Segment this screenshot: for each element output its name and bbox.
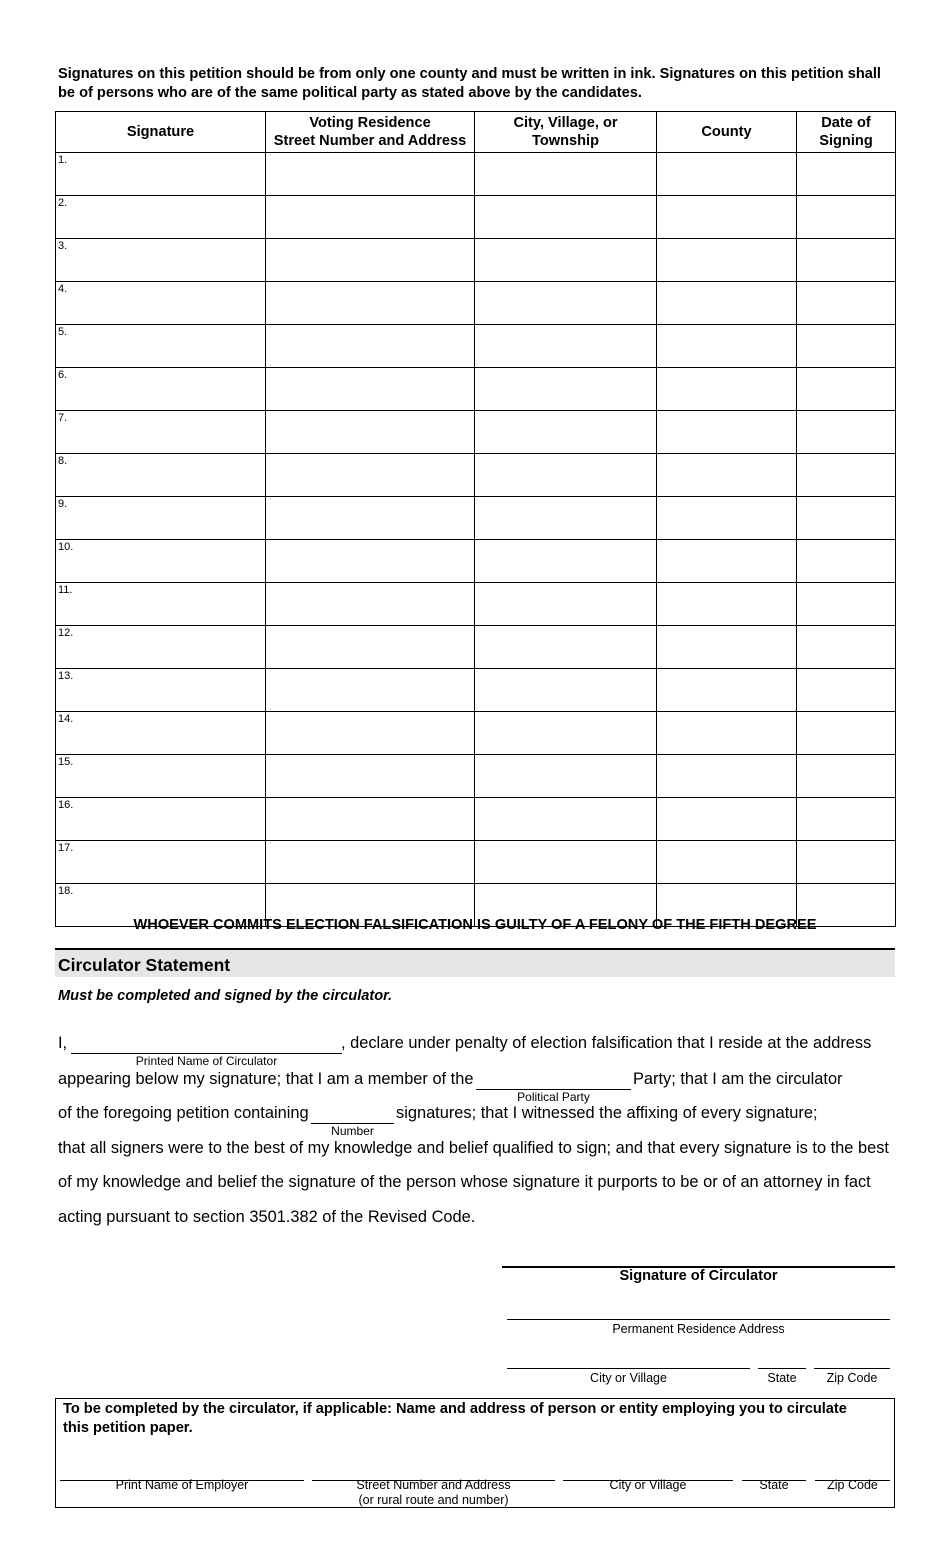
table-row <box>56 540 896 583</box>
table-row <box>56 583 896 626</box>
signature-cell[interactable] <box>56 325 266 368</box>
row-number: 16. <box>58 799 74 811</box>
county-cell[interactable] <box>657 841 797 884</box>
table-row <box>56 411 896 454</box>
table-row <box>56 669 896 712</box>
circulator-statement-header <box>55 948 895 977</box>
statement-line-2-end: Party; that I am the circulator <box>633 1070 843 1088</box>
residence-cell[interactable] <box>266 153 475 196</box>
date-cell[interactable] <box>797 411 896 454</box>
county-cell[interactable] <box>657 669 797 712</box>
table-row <box>56 282 896 325</box>
residence-address-line[interactable] <box>507 1319 890 1320</box>
signature-cell[interactable] <box>56 626 266 669</box>
county-cell[interactable] <box>657 411 797 454</box>
table-row <box>56 325 896 368</box>
county-cell[interactable] <box>657 497 797 540</box>
residence-cell[interactable] <box>266 325 475 368</box>
row-number: 4. <box>58 283 68 295</box>
county-cell[interactable] <box>657 798 797 841</box>
date-cell[interactable] <box>797 454 896 497</box>
row-number: 10. <box>58 541 74 553</box>
residence-cell[interactable] <box>266 411 475 454</box>
signature-cell[interactable] <box>56 497 266 540</box>
employer-zip-caption: Zip Code <box>827 1478 878 1492</box>
date-cell[interactable] <box>797 540 896 583</box>
signature-cell[interactable] <box>56 282 266 325</box>
row-number: 17. <box>58 842 74 854</box>
row-number: 18. <box>58 885 74 897</box>
table-row <box>56 368 896 411</box>
employer-box <box>55 1398 895 1508</box>
circulator-signature-label: Signature of Circulator <box>619 1268 778 1284</box>
county-cell[interactable] <box>657 712 797 755</box>
date-cell[interactable] <box>797 282 896 325</box>
residence-cell[interactable] <box>266 626 475 669</box>
row-number: 14. <box>58 713 74 725</box>
date-cell[interactable] <box>797 325 896 368</box>
table-row <box>56 755 896 798</box>
city-cell[interactable] <box>475 626 657 669</box>
row-number: 8. <box>58 455 68 467</box>
must-complete-note: Must be completed and signed by the circulator. <box>58 988 393 1004</box>
residence-cell[interactable] <box>266 454 475 497</box>
county-cell[interactable] <box>657 583 797 626</box>
row-number: 9. <box>58 498 68 510</box>
county-cell[interactable] <box>657 755 797 798</box>
row-number: 6. <box>58 369 68 381</box>
row-number: 2. <box>58 197 68 209</box>
signature-cell[interactable] <box>56 583 266 626</box>
table-row <box>56 712 896 755</box>
header-county: County <box>657 112 797 153</box>
county-cell[interactable] <box>657 239 797 282</box>
header-city-village-township: City, Village, or Township <box>475 112 657 153</box>
state-line[interactable] <box>758 1368 806 1369</box>
row-number: 3. <box>58 240 68 252</box>
political-party-caption: Political Party <box>517 1090 590 1104</box>
county-cell[interactable] <box>657 282 797 325</box>
printed-name-caption: Printed Name of Circulator <box>135 1054 278 1068</box>
city-cell[interactable] <box>475 712 657 755</box>
table-row <box>56 841 896 884</box>
statement-line-5: of my knowledge and belief the signature of the person whose signature it purports to be or of an attorney in fact <box>58 1173 871 1191</box>
date-cell[interactable] <box>797 841 896 884</box>
signature-cell[interactable] <box>56 669 266 712</box>
zip-code-caption: Zip Code <box>826 1371 878 1385</box>
date-cell[interactable] <box>797 196 896 239</box>
residence-cell[interactable] <box>266 282 475 325</box>
residence-cell[interactable] <box>266 368 475 411</box>
residence-cell[interactable] <box>266 712 475 755</box>
row-number: 5. <box>58 326 68 338</box>
residence-cell[interactable] <box>266 669 475 712</box>
table-row <box>56 798 896 841</box>
signature-cell[interactable] <box>56 411 266 454</box>
residence-cell[interactable] <box>266 196 475 239</box>
signature-cell[interactable] <box>56 239 266 282</box>
residence-cell[interactable] <box>266 239 475 282</box>
employer-city-caption: City or Village <box>609 1478 687 1492</box>
city-cell[interactable] <box>475 497 657 540</box>
date-cell[interactable] <box>797 669 896 712</box>
table-header-row <box>56 112 896 153</box>
county-cell[interactable] <box>657 196 797 239</box>
row-number: 12. <box>58 627 74 639</box>
county-cell[interactable] <box>657 454 797 497</box>
employer-state-caption: State <box>759 1478 789 1492</box>
city-cell[interactable] <box>475 583 657 626</box>
signature-cell[interactable] <box>56 540 266 583</box>
residence-cell[interactable] <box>266 497 475 540</box>
signature-cell[interactable] <box>56 368 266 411</box>
city-village-caption: City or Village <box>590 1371 667 1385</box>
table-row <box>56 153 896 196</box>
city-cell[interactable] <box>475 239 657 282</box>
statement-line-1: I, <box>58 1034 68 1052</box>
table-row <box>56 239 896 282</box>
table-row <box>56 497 896 540</box>
residence-cell[interactable] <box>266 798 475 841</box>
county-cell[interactable] <box>657 540 797 583</box>
city-village-line[interactable] <box>507 1368 750 1369</box>
date-cell[interactable] <box>797 755 896 798</box>
signature-cell[interactable] <box>56 153 266 196</box>
city-cell[interactable] <box>475 841 657 884</box>
row-number: 7. <box>58 412 68 424</box>
table-row <box>56 626 896 669</box>
zip-code-line[interactable] <box>814 1368 890 1369</box>
city-cell[interactable] <box>475 798 657 841</box>
signature-table <box>55 111 896 927</box>
county-cell[interactable] <box>657 325 797 368</box>
city-cell[interactable] <box>475 282 657 325</box>
date-cell[interactable] <box>797 239 896 282</box>
city-cell[interactable] <box>475 368 657 411</box>
signature-cell[interactable] <box>56 755 266 798</box>
city-cell[interactable] <box>475 454 657 497</box>
signature-cell[interactable] <box>56 454 266 497</box>
statement-line-3-end: signatures; that I witnessed the affixing of every signature; <box>396 1104 818 1122</box>
residence-cell[interactable] <box>266 755 475 798</box>
employer-instructions: To be completed by the circulator, if applicable: Name and address of person or entity employing you to circulate this petition paper. <box>63 1401 847 1436</box>
city-cell[interactable] <box>475 755 657 798</box>
date-cell[interactable] <box>797 497 896 540</box>
county-cell[interactable] <box>657 368 797 411</box>
row-number: 1. <box>58 154 68 166</box>
date-cell[interactable] <box>797 626 896 669</box>
city-cell[interactable] <box>475 196 657 239</box>
table-row <box>56 454 896 497</box>
employer-street-caption: Street Number and Address (or rural route and number) <box>356 1478 511 1507</box>
city-cell[interactable] <box>475 411 657 454</box>
statement-line-4: that all signers were to the best of my knowledge and belief qualified to sign; and that every signature is to the best <box>58 1139 889 1157</box>
county-cell[interactable] <box>657 626 797 669</box>
number-caption: Number <box>331 1124 374 1138</box>
header-signature: Signature <box>56 112 266 153</box>
statement-line-2: appearing below my signature; that I am a member of the <box>58 1070 474 1088</box>
date-cell[interactable] <box>797 798 896 841</box>
signature-cell[interactable] <box>56 196 266 239</box>
date-cell[interactable] <box>797 153 896 196</box>
felony-notice: WHOEVER COMMITS ELECTION FALSIFICATION IS GUILTY OF A FELONY OF THE FIFTH DEGREE <box>133 917 817 933</box>
signature-cell[interactable] <box>56 712 266 755</box>
residence-cell[interactable] <box>266 540 475 583</box>
signature-cell[interactable] <box>56 841 266 884</box>
statement-line-3: of the foregoing petition containing <box>58 1104 309 1122</box>
row-number: 15. <box>58 756 74 768</box>
state-caption: State <box>767 1371 797 1385</box>
city-cell[interactable] <box>475 540 657 583</box>
row-number: 11. <box>58 584 73 596</box>
statement-line-1-end: , declare under penalty of election falsification that I reside at the address <box>341 1034 872 1052</box>
residence-cell[interactable] <box>266 841 475 884</box>
table-row <box>56 196 896 239</box>
statement-line-6: acting pursuant to section 3501.382 of the Revised Code. <box>58 1208 476 1226</box>
city-cell[interactable] <box>475 325 657 368</box>
header-voting-residence: Voting Residence Street Number and Address <box>266 112 475 153</box>
date-cell[interactable] <box>797 583 896 626</box>
employer-name-caption: Print Name of Employer <box>115 1478 249 1492</box>
date-cell[interactable] <box>797 712 896 755</box>
date-cell[interactable] <box>797 368 896 411</box>
city-cell[interactable] <box>475 153 657 196</box>
city-cell[interactable] <box>475 669 657 712</box>
signature-cell[interactable] <box>56 798 266 841</box>
header-date-of-signing: Date of Signing <box>797 112 896 153</box>
circulator-statement-title: Circulator Statement <box>58 955 231 975</box>
residence-address-caption: Permanent Residence Address <box>612 1322 785 1336</box>
county-cell[interactable] <box>657 153 797 196</box>
row-number: 13. <box>58 670 74 682</box>
residence-cell[interactable] <box>266 583 475 626</box>
instructions-text: Signatures on this petition should be from only one county and must be written in ink. Signatures on this petition shall be of persons who are of the same political party as stated above by the candidates. <box>58 66 881 101</box>
